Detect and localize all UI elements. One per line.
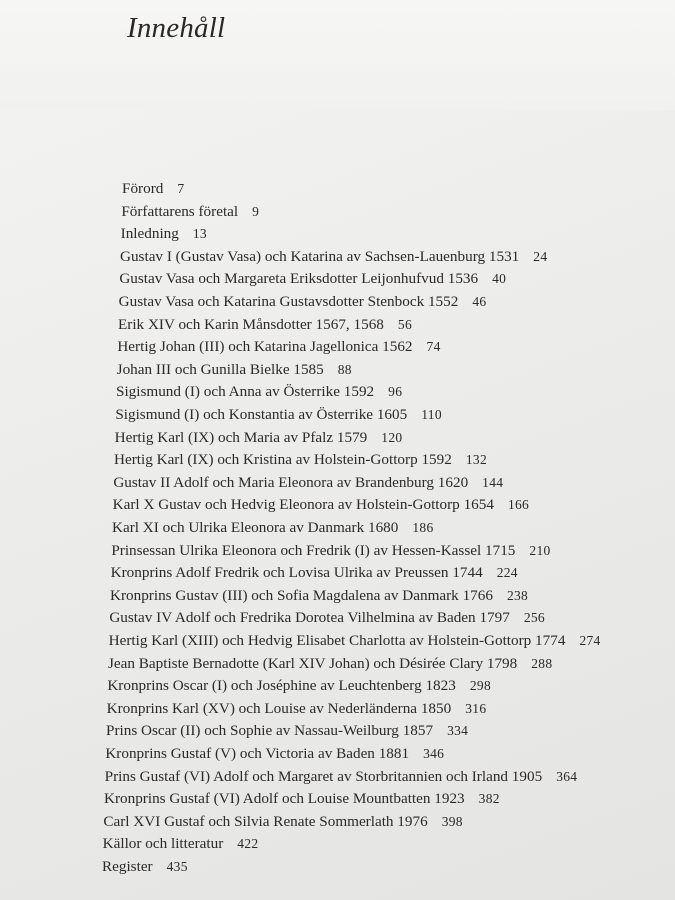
toc-entry <box>102 856 188 878</box>
page-top-shade <box>0 0 675 110</box>
toc-entry-title: Kronprins Gustav (III) och Sofia Magdalena av Danmark 1766 <box>110 586 493 604</box>
toc-entry-page-number: 96 <box>388 384 403 400</box>
toc-entry <box>119 291 487 313</box>
toc-entry-page-number: 298 <box>469 678 491 694</box>
toc-entry-title: Källor och litteratur <box>102 835 224 853</box>
toc-entry-page-number: 88 <box>337 361 352 377</box>
toc-entry <box>118 314 412 336</box>
toc-entry <box>117 359 352 381</box>
toc-entry-page-number: 132 <box>465 452 487 468</box>
toc-entry <box>121 223 207 245</box>
toc-entry <box>121 201 259 223</box>
toc-entry-page-number: 364 <box>556 768 578 784</box>
toc-entry-page-number: 7 <box>177 181 185 196</box>
toc-entry <box>111 562 518 584</box>
toc-entry-title: Kronprins Adolf Fredrik och Lovisa Ulrika av Preussen 1744 <box>110 564 483 582</box>
toc-entry-title: Författarens företal <box>121 202 239 220</box>
toc-entry <box>113 494 529 516</box>
toc-entry-page-number: 74 <box>426 339 441 355</box>
toc-entry-page-number: 316 <box>465 700 487 716</box>
toc-entry-title: Register <box>102 858 153 875</box>
toc-entry <box>119 268 506 290</box>
toc-entry-page-number: 46 <box>472 294 487 309</box>
toc-entry-title: Johan III och Gunilla Bielke 1585 <box>116 360 324 378</box>
toc-entry-page-number: 288 <box>531 655 553 671</box>
toc-entry <box>103 833 259 855</box>
toc-entry-page-number: 24 <box>533 248 548 264</box>
toc-entry <box>105 766 578 788</box>
toc-entry <box>104 788 500 810</box>
toc-entry-title: Hertig Karl (IX) och Maria av Pfalz 1579 <box>114 428 368 446</box>
toc-entry <box>115 427 403 449</box>
toc-entry <box>112 517 434 539</box>
toc-entry-title: Kronprins Gustaf (VI) Adolf och Louise Mountbatten 1923 <box>104 790 465 808</box>
toc-entry-page-number: 256 <box>523 610 545 626</box>
toc-entry <box>103 811 463 833</box>
toc-entry-page-number: 186 <box>412 520 434 535</box>
toc-entry-title: Gustav IV Adolf och Fredrika Dorotea Vilhelmina av Baden 1797 <box>109 609 510 627</box>
toc-entry <box>115 404 442 426</box>
toc-entry-title: Kronprins Gustaf (V) och Victoria av Baden 1881 <box>105 745 410 762</box>
toc-entry-title: Prins Gustaf (VI) Adolf och Margaret av Storbritannien och Irland 1905 <box>104 767 543 785</box>
toc-entry-title: Hertig Karl (XIII) och Hedvig Elisabet Charlotta av Holstein-Gottorp 1774 <box>108 632 566 649</box>
toc-entry-page-number: 382 <box>478 791 500 807</box>
toc-entry-title: Sigismund (I) och Konstantia av Österrike 1605 <box>115 406 408 423</box>
toc-entry-page-number: 238 <box>506 587 529 603</box>
toc-entry-title: Kronprins Karl (XV) och Louise av Nederländerna 1850 <box>106 699 452 717</box>
page-heading: Innehåll <box>127 12 226 44</box>
toc-entry-page-number: 224 <box>496 565 518 581</box>
toc-entry <box>109 607 545 629</box>
toc-entry-title: Gustav Vasa och Katarina Gustavsdotter Stenbock 1552 <box>118 293 459 310</box>
toc-entry <box>111 540 550 562</box>
toc-entry-page-number: 346 <box>423 746 445 761</box>
toc-entry <box>122 178 184 200</box>
toc-entry-title: Karl XI och Ulrika Eleonora av Danmark 1680 <box>112 519 399 536</box>
toc-entry-title: Prins Oscar (II) och Sophie av Nassau-Weilburg 1857 <box>106 722 434 740</box>
toc-entry-title: Carl XVI Gustaf och Silvia Renate Sommerlath 1976 <box>103 812 428 830</box>
toc-entry-page-number: 210 <box>529 542 551 558</box>
toc-entry-page-number: 120 <box>381 429 403 445</box>
toc-entry <box>108 653 552 675</box>
toc-entry-title: Gustav Vasa och Margareta Eriksdotter Leijonhufvud 1536 <box>119 270 479 288</box>
toc-entry-page-number: 56 <box>397 316 412 332</box>
toc-entry-page-number: 9 <box>252 203 260 219</box>
toc-entry-page-number: 334 <box>447 723 469 739</box>
toc-entry-title: Sigismund (I) och Anna av Österrike 1592 <box>116 383 375 401</box>
toc-entry-title: Gustav I (Gustav Vasa) och Katarina av Sachsen-Lauenburg 1531 <box>120 247 520 265</box>
toc-entry-page-number: 166 <box>507 497 530 513</box>
toc-entry-page-number: 40 <box>492 271 507 287</box>
toc-entry <box>113 472 503 494</box>
toc-entry <box>105 743 444 765</box>
toc-entry-title: Jean Baptiste Bernadotte (Karl XIV Johan) och Désirée Clary 1798 <box>108 654 518 672</box>
toc-entry-title: Erik XIV och Karin Månsdotter 1567, 1568 <box>118 315 384 333</box>
toc-entry-page-number: 144 <box>482 474 504 490</box>
toc-entry <box>114 449 487 471</box>
toc-entry <box>107 675 491 697</box>
toc-entry <box>117 336 440 358</box>
toc-entry-page-number: 435 <box>166 859 188 874</box>
toc-entry-title: Prinsessan Ulrika Eleonora och Fredrik (I) av Hessen-Kassel 1715 <box>111 541 516 559</box>
toc-entry-title: Hertig Johan (III) och Katarina Jagellonica 1562 <box>117 338 413 356</box>
toc-entry-title: Kronprins Oscar (I) och Joséphine av Leuchtenberg 1823 <box>107 677 456 695</box>
toc-entry-page-number: 274 <box>579 633 601 648</box>
toc-entry-title: Gustav II Adolf och Maria Eleonora av Brandenburg 1620 <box>113 473 469 491</box>
toc-entry <box>110 585 528 607</box>
toc-entry <box>120 246 547 268</box>
toc-entry-page-number: 398 <box>441 813 463 829</box>
toc-entry-title: Förord <box>122 180 164 197</box>
toc-entry <box>106 720 468 742</box>
toc-entry <box>116 381 402 403</box>
toc-entry-page-number: 422 <box>237 836 259 852</box>
toc-entry-title: Karl X Gustav och Hedvig Eleonora av Holstein-Gottorp 1654 <box>112 496 494 514</box>
toc-entry-title: Hertig Karl (IX) och Kristina av Holstein-Gottorp 1592 <box>114 451 452 469</box>
toc-entry-page-number: 13 <box>192 226 207 242</box>
toc-entry-title: Inledning <box>120 225 179 243</box>
toc-entry <box>107 698 487 720</box>
toc-entry <box>109 630 601 652</box>
toc-entry-page-number: 110 <box>421 407 442 422</box>
